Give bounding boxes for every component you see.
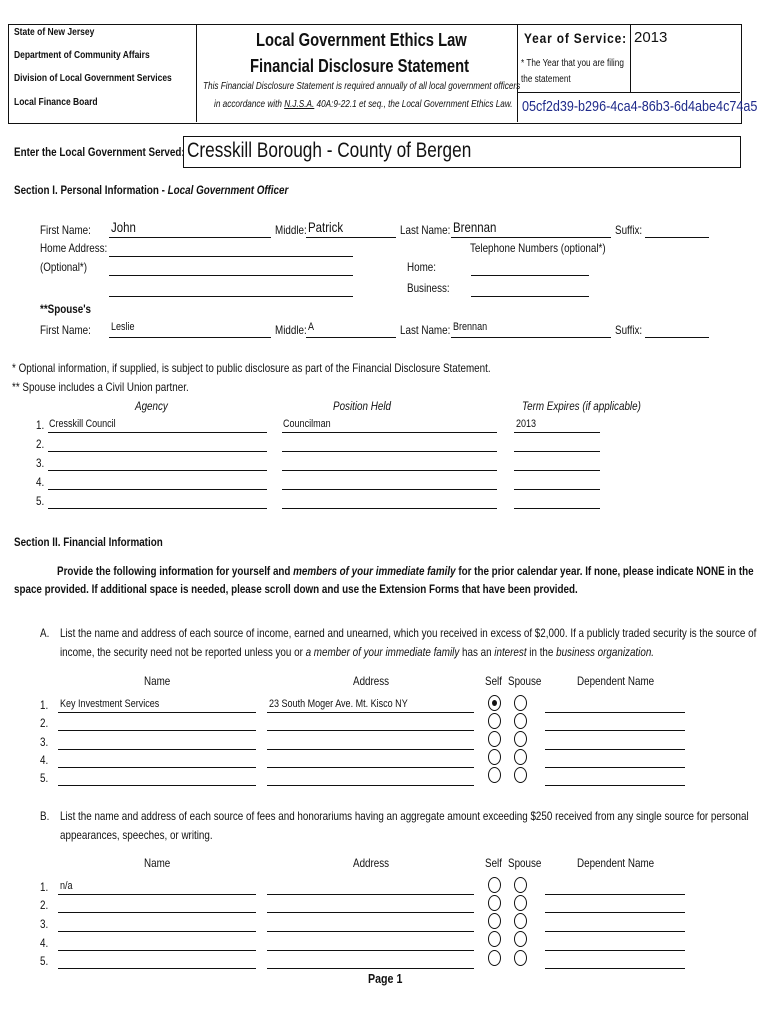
self-radio[interactable] [488,731,501,747]
suffix-field[interactable] [645,237,709,238]
self-radio[interactable] [488,713,501,729]
row-number: 4. [40,936,49,950]
home-address-line-3[interactable] [109,296,353,297]
position-field[interactable] [282,508,497,509]
partA-t2: a member of your immediate family [305,645,460,659]
agency-value: Cresskill Council [49,418,116,430]
address-value: 23 South Moger Ave. Mt. Kisco NY [269,698,408,710]
name-field[interactable] [58,749,256,750]
spouse-radio[interactable] [514,913,527,929]
row-number: 5. [40,771,49,785]
address-field[interactable] [267,712,474,713]
agency-row-number: 4. [36,475,45,489]
spouse-radio[interactable] [514,731,527,747]
spouse-suffix-label: Suffix: [615,323,643,337]
agency-row-number: 2. [36,437,45,451]
partA-t5: in the [526,645,557,659]
intro-part-c: for the prior calendar year. If none, please indicate NONE in the [455,564,754,578]
agency-line-1: State of New Jersey [14,27,95,38]
spouse-label: **Spouse's [40,302,92,316]
partA-dependent-header: Dependent Name [577,674,655,688]
year-label: Year of Service: [524,30,627,46]
spouse-radio[interactable] [514,713,527,729]
spouse-last-name-value: Brennan [453,321,488,333]
spouse-first-name-value: Leslie [111,321,135,333]
position-field[interactable] [282,451,497,452]
home-address-line-1[interactable] [109,256,353,257]
spouse-last-name-label: Last Name: [400,323,451,337]
spouse-radio[interactable] [514,877,527,893]
partB-self-header: Self [485,856,502,870]
partB-dependent-header: Dependent Name [577,856,655,870]
middle-value: Patrick [308,219,344,235]
section2-intro-line2: space provided. If additional space is needed, please scroll down and use the Extension Forms that have been provided. [14,582,578,596]
row-number: 3. [40,735,49,749]
self-radio[interactable] [488,950,501,966]
dependent-field[interactable] [545,968,685,969]
name-field[interactable] [58,912,256,913]
dependent-field[interactable] [545,767,685,768]
agency-field[interactable] [48,470,267,471]
partA-name-header: Name [144,674,171,688]
partB-address-header: Address [353,856,390,870]
spouse-radio[interactable] [514,931,527,947]
position-column-header: Position Held [333,399,391,413]
dependent-field[interactable] [545,931,685,932]
name-field[interactable] [58,767,256,768]
partA-text-line2 [60,645,654,659]
spouse-first-name-label: First Name: [40,323,91,337]
term-field[interactable] [514,489,600,490]
section1-title-text: Section I. Personal Information - [14,183,168,197]
partB-spouse-header: Spouse [508,856,542,870]
partA-address-header: Address [353,674,390,688]
agency-row-number: 1. [36,418,45,432]
address-field[interactable] [267,730,474,731]
partB-text-line2: appearances, speeches, or writing. [60,828,213,842]
name-value: Key Investment Services [60,698,160,710]
form-title-line2: Financial Disclosure Statement [250,56,470,76]
name-field[interactable] [58,894,256,895]
spouse-radio[interactable] [514,950,527,966]
subtitle-pre: in accordance with [214,99,285,110]
dependent-field[interactable] [545,785,685,786]
year-note-line2: the statement [521,74,571,85]
year-note-line1: * The Year that you are filing [521,58,624,69]
spouse-middle-field[interactable] [306,337,396,338]
business-phone-label: Business: [407,281,450,295]
partA-t6: business organization. [556,645,655,659]
dependent-field[interactable] [545,749,685,750]
address-field[interactable] [267,950,474,951]
partB-text-line1: List the name and address of each source of fees and honorariums having an aggregate amount exceeding $250 received from any single source for personal [60,809,749,823]
partA-t1: income, the security need not be reported unless you or [60,645,306,659]
home-phone-field[interactable] [471,275,589,276]
header-divider-4 [517,92,740,93]
self-radio[interactable] [488,695,501,711]
self-radio[interactable] [488,931,501,947]
self-radio[interactable] [488,767,501,783]
self-radio[interactable] [488,877,501,893]
served-value: Cresskill Borough - County of Bergen [187,139,472,162]
spouse-middle-value: A [308,321,315,333]
form-subtitle-line2 [214,99,513,110]
name-value: n/a [60,880,73,892]
row-number: 4. [40,753,49,767]
partA-spouse-header: Spouse [508,674,542,688]
intro-part-a: Provide the following information for yourself and [57,564,294,578]
address-field[interactable] [267,968,474,969]
agency-field[interactable] [48,489,267,490]
position-field[interactable] [282,470,497,471]
spouse-radio[interactable] [514,895,527,911]
term-column-header: Term Expires (if applicable) [522,399,641,413]
middle-field[interactable] [306,237,396,238]
self-radio[interactable] [488,913,501,929]
section2-title: Section II. Financial Information [14,535,163,549]
first-name-label: First Name: [40,223,91,237]
agency-line-4: Local Finance Board [14,97,98,108]
agency-line-3: Division of Local Government Services [14,73,172,84]
partA-letter: A. [40,626,50,640]
position-field[interactable] [282,432,497,433]
address-field[interactable] [267,785,474,786]
dependent-field[interactable] [545,712,685,713]
position-value: Councilman [283,418,331,430]
section1-title-italic: Local Government Officer [167,183,289,197]
term-value: 2013 [516,418,537,430]
spouse-radio[interactable] [514,767,527,783]
served-label: Enter the Local Government Served: [14,145,185,159]
address-field[interactable] [267,912,474,913]
home-address-line-2[interactable] [109,275,353,276]
section2-intro-line1 [57,564,754,578]
term-field[interactable] [514,451,600,452]
address-field[interactable] [267,931,474,932]
suffix-label: Suffix: [615,223,643,237]
page-number: Page 1 [368,971,403,986]
section1-title [14,183,288,197]
spouse-radio[interactable] [514,695,527,711]
spouse-middle-label: Middle: [275,323,307,337]
agency-row-number: 3. [36,456,45,470]
name-field[interactable] [58,785,256,786]
telephone-label: Telephone Numbers (optional*) [470,241,606,255]
dependent-field[interactable] [545,912,685,913]
home-address-label: Home Address: [40,241,108,255]
partA-self-header: Self [485,674,502,688]
agency-field[interactable] [48,451,267,452]
year-value[interactable]: 2013 [634,29,668,46]
spouse-last-name-field[interactable] [451,337,611,338]
last-name-value: Brennan [453,219,497,235]
partA-text-line1: List the name and address of each source of income, earned and unearned, which you received in excess of $2,000. If a publicly traded security is the source of [60,626,757,640]
first-name-field[interactable] [109,237,271,238]
header-divider-3 [630,24,631,92]
row-number: 1. [40,880,49,894]
first-name-value: John [111,219,136,235]
name-field[interactable] [58,931,256,932]
name-field[interactable] [58,712,256,713]
spouse-note: ** Spouse includes a Civil Union partner. [12,380,189,394]
middle-label: Middle: [275,223,307,237]
spouse-suffix-field[interactable] [645,337,709,338]
business-phone-field[interactable] [471,296,589,297]
agency-column-header: Agency [135,399,168,413]
address-field[interactable] [267,767,474,768]
agency-row-number: 5. [36,494,45,508]
row-number: 3. [40,917,49,931]
row-number: 5. [40,954,49,968]
name-field[interactable] [58,730,256,731]
name-field[interactable] [58,968,256,969]
dependent-field[interactable] [545,950,685,951]
row-number: 2. [40,898,49,912]
header-divider-2 [517,24,518,122]
intro-part-b: members of your immediate family [293,564,456,578]
agency-field[interactable] [48,508,267,509]
address-field[interactable] [267,749,474,750]
spouse-first-name-field[interactable] [109,337,271,338]
home-phone-label: Home: [407,260,436,274]
header-divider-1 [196,24,197,122]
name-field[interactable] [58,950,256,951]
position-field[interactable] [282,489,497,490]
partB-name-header: Name [144,856,171,870]
self-radio[interactable] [488,749,501,765]
subtitle-njsa: N.J.S.A. [284,99,315,110]
agency-field[interactable] [48,432,267,433]
document-id: 05cf2d39-b296-4ca4-86b3-6d4abe4c74a5 [522,98,758,115]
optional-label: (Optional*) [40,260,88,274]
partA-t4: interest [494,645,527,659]
optional-note: * Optional information, if supplied, is subject to public disclosure as part of the Financial Disclosure Statement. [12,361,491,375]
last-name-field[interactable] [451,237,611,238]
row-number: 2. [40,716,49,730]
dependent-field[interactable] [545,730,685,731]
dependent-field[interactable] [545,894,685,895]
subtitle-post: 40A:9-22.1 et seq., the Local Government Ethics Law. [314,99,513,110]
row-number: 1. [40,698,49,712]
form-title-line1: Local Government Ethics Law [256,30,467,50]
address-field[interactable] [267,894,474,895]
spouse-radio[interactable] [514,749,527,765]
term-field[interactable] [514,470,600,471]
agency-line-2: Department of Community Affairs [14,50,150,61]
partB-letter: B. [40,809,50,823]
last-name-label: Last Name: [400,223,451,237]
term-field[interactable] [514,432,600,433]
partA-t3: has an [459,645,495,659]
form-subtitle-line1: This Financial Disclosure Statement is required annually of all local government officers [203,81,521,92]
self-radio[interactable] [488,895,501,911]
term-field[interactable] [514,508,600,509]
